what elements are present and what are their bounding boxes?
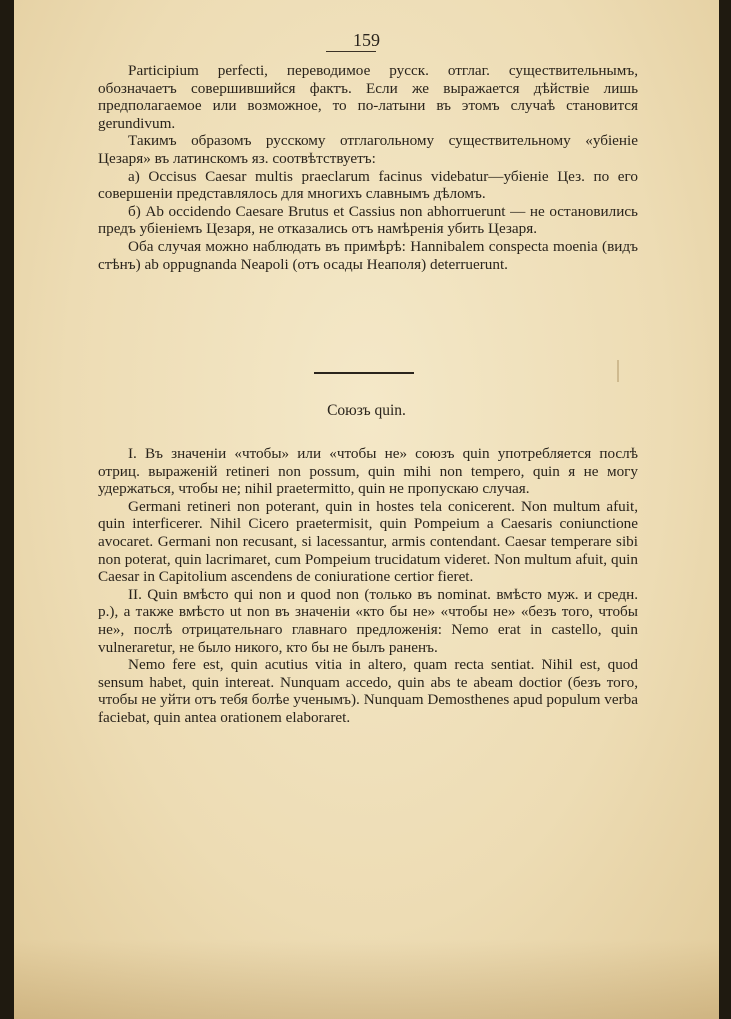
ink-mark: [617, 360, 619, 382]
page-number-underline: [326, 51, 376, 52]
section-heading: Союзъ quin.: [327, 402, 406, 419]
book-page: [14, 0, 719, 1019]
section-quin: [98, 445, 638, 727]
paragraph: Participium perfecti, переводимое русск. отглаг. существительнымъ, обозначаетъ совершившийся фактъ. Если же выражается дѣйствіе лишь предполагаемое или возможное, то по-латыни въ этомъ случаѣ становится gerundivum.: [98, 62, 638, 132]
paragraph: Nemo fere est, quin acutius vitia in altero, quam recta sentiat. Nihil est, quod sensum habet, quin intereat. Nunquam accedo, quin abs te abeam doctior (безъ того, чтобы не уйти отъ тебя болѣе ученымъ). Nunquam Demosthenes apud populum verba faciebat, quin antea orationem elaboraret.: [98, 656, 638, 726]
paragraph: I. Въ значеніи «чтобы» или «чтобы не» союзъ quin употребляется послѣ отриц. выраженій retineri non possum, quin mihi non tempero, quin я не могу удержаться, чтобы не; nihil praetermitto, quin не пропускаю случая.: [98, 445, 638, 498]
paragraph: Такимъ образомъ русскому отглагольному существительному «убіеніе Цезаря» въ латинскомъ яз. соотвѣтствуетъ:: [98, 132, 638, 167]
section-separator: [314, 372, 414, 374]
paragraph: Germani retineri non poterant, quin in hostes tela conicerent. Non multum afuit, quin interficerer. Nihil Cicero praetermisit, quin Pompeium a Caesaris coniunctione avocaret. Germani non recusant, si lacessantur, armis contendant. Caesar temperare sibi non poterat, quin lacrimaret, cum Pompeium trucidatum videret. Non multum afuit, quin Caesar in Capitolium ascendens de coniuratione certior fieret.: [98, 497, 638, 586]
paragraph: Оба случая можно наблюдать въ примѣрѣ: Hannibalem conspecta moenia (видъ стѣнъ) ab oppugnanda Neapoli (отъ осады Неаполя) deterruerunt.: [98, 237, 638, 273]
page-number: 159: [353, 30, 380, 50]
example-a: а) Occisus Caesar multis praeclarum facinus videbatur—убіеніе Цез. по его совершеніи представлялось для многихъ славнымъ дѣломъ.: [98, 167, 638, 203]
example-b: б) Ab occidendo Caesare Brutus et Cassius non abhorruerunt — не остановились предъ убіеніемъ Цезаря, не отказались отъ намѣренія убить Цезаря.: [98, 202, 638, 238]
section-participium: [98, 62, 638, 273]
paragraph: II. Quin вмѣсто qui non и quod non (только въ nominat. вмѣсто муж. и средн. р.), а также вмѣсто ut non въ значеніи «кто бы не» «чтобы не» «безъ того, чтобы не», послѣ отрицательнаго главнаго предложенія: Nemo erat in castello, quin vulneraretur, не было никого, кто бы не былъ раненъ.: [98, 585, 638, 656]
